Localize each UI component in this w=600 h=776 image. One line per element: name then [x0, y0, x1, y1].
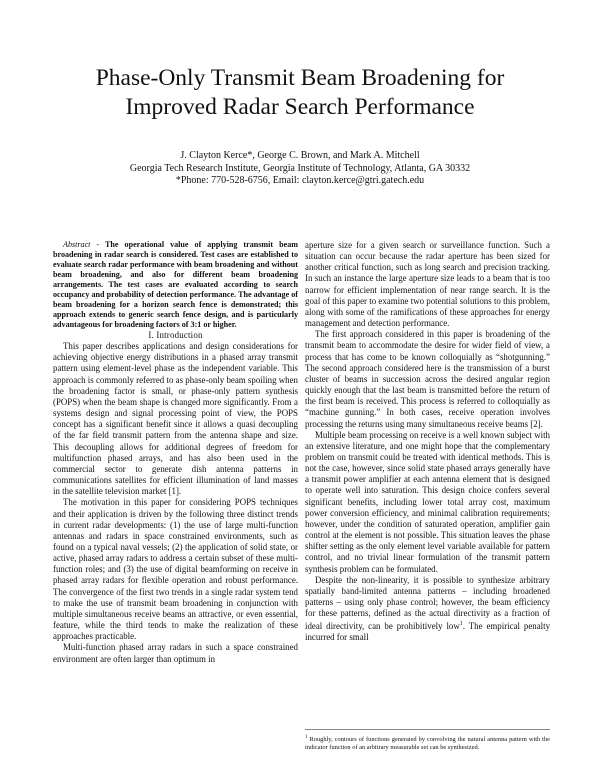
- paragraph-text-tail: . The empirical penalty incurred for small: [305, 621, 551, 643]
- section-heading-introduction: I. Introduction: [148, 330, 203, 340]
- footnote-mark: 1: [305, 735, 308, 740]
- author-block: [40, 150, 560, 188]
- affiliation: Georgia Tech Research Institute, Georgia Institute of Technology, Atlanta, GA 30332: [129, 162, 471, 174]
- right-column: [305, 240, 550, 644]
- footnote-text: Roughly, contours of functions generated by convolving the natural antenna pattern with the indicator function of an arbitrary measurable set can be synthesized.: [305, 736, 550, 752]
- body-paragraph: Multiple beam processing on receive is a well known subject with an extensive literature, and one might hope that the complementary problem on transmit could be treated with identical methods. This is not the case, however, since solid state phased arrays generally have a transmit power amplifier at each antenna element that is designed to operate well into saturation. This design choice confers several significant benefits, including lower total array cost, maximum power conversion efficiency, and minimal calibration requirements; however, under the condition of saturated operation, amplifier gain control at the element is not possible. This situation leaves the phase shifter setting as the only element level variable available for pattern control, and no trivial linear formulation of the transmit pattern synthesis problem can be formulated.: [305, 429, 550, 574]
- title-line-1: Phase-Only Transmit Beam Broadening for: [95, 65, 505, 91]
- footnote-reference: 1: [459, 621, 463, 628]
- body-paragraph: This paper describes applications and design considerations for achieving objective energy distributions in a phased array transmit pattern using element-level phase as the independent variable. This approach is commonly referred to as phase-only beam spoiling when the broadening factor is small, or phase-only pattern synthesis (POPS) when the beam shape is changed more significantly. From a systems design and signal processing point of view, the POPS concept has a significant benefit since it allows a quasi decoupling of the far field transmit pattern from the antenna shape and size. This decoupling allows for additional degrees of freedom for multifunction phased arrays, and has also been used in the commercial sector to generate dish antenna patterns in communications satellites for efficient illumination of land masses in the satellite television market [1].: [53, 341, 298, 497]
- abstract: [53, 240, 298, 330]
- contact-info: *Phone: 770-528-6756, Email: clayton.kerce@gtri.gatech.edu: [175, 175, 425, 187]
- body-paragraph: [305, 575, 550, 644]
- body-paragraph: aperture size for a given search or surveillance function. Such a situation can occur because the radar aperture has been sized for another critical function, such as long search and precision tracking. In such an instance the large aperture size leads to a beam that is too narrow for efficient implementation of near range search. It is the goal of this paper to examine two potential solutions to this problem, along with some of the ramifications of these approaches for energy management and detection performance.: [305, 240, 550, 329]
- left-column: [53, 240, 298, 665]
- author-names: J. Clayton Kerce*, George C. Brown, and Mark A. Mitchell: [180, 150, 420, 161]
- title-line-2: Improved Radar Search Performance: [125, 94, 475, 120]
- paragraph-text: Despite the non-linearity, it is possible to synthesize arbitrary spatially band-limited antenna patterns – including broadened patterns – using only phase control; however, the beam efficiency for these patterns, defined as the actual directivity as a fraction of ideal directivity, can be prohibitively low: [305, 574, 550, 632]
- abstract-text: The operational value of applying transmit beam broadening in radar search is considered. Test cases are established to evaluate search radar performance with beam broadening and without beam broadening, and also for different beam broadening arrangements. The test cases are evaluated according to search occupancy and probability of detection performance. The advantage of beam broadening for a horizon search fence is demonstrated; this approach extends to generic search fence design, and is particularly advantageous for broadening factors of 3:1 or higher.: [53, 240, 298, 329]
- body-paragraph: Multi-function phased array radars in such a space constrained environment are often larger than optimum in: [53, 642, 298, 664]
- paper-title: [40, 64, 560, 122]
- footnote: [305, 729, 550, 752]
- abstract-label: Abstract -: [63, 240, 100, 249]
- body-paragraph: The first approach considered in this paper is broadening of the transmit beam to accommodate the desire for wider field of view, a process that has come to be known colloquially as “shotgunning.” The second approach considered here is the transmission of a burst cluster of beams in succession across the desired angular region quickly enough that the last beam is transmitted before the return of the first beam is received. This process is referred to colloquially as “machine gunning.” In both cases, receive operation involves processing the returns using many simultaneous receive beams [2].: [305, 329, 550, 429]
- body-paragraph: The motivation in this paper for considering POPS techniques and their application is driven by the following three distinct trends in current radar developments: (1) the use of large multi-function antennas and radars in space constrained environments, such as found on a typical naval vessels; (2) the application of solid state, or active, phased array radars to address a certain subset of these multi-function roles; and (3) the use of digital beamforming on receive in phased array radars for flexible operation and robust performance. The convergence of the first two trends in a single radar system tend to make the use of transmit beam broadening in conjunction with multiple simultaneous receive beams an attractive, or even essential, feature, while the third tends to make the realization of these approaches practicable.: [53, 497, 298, 642]
